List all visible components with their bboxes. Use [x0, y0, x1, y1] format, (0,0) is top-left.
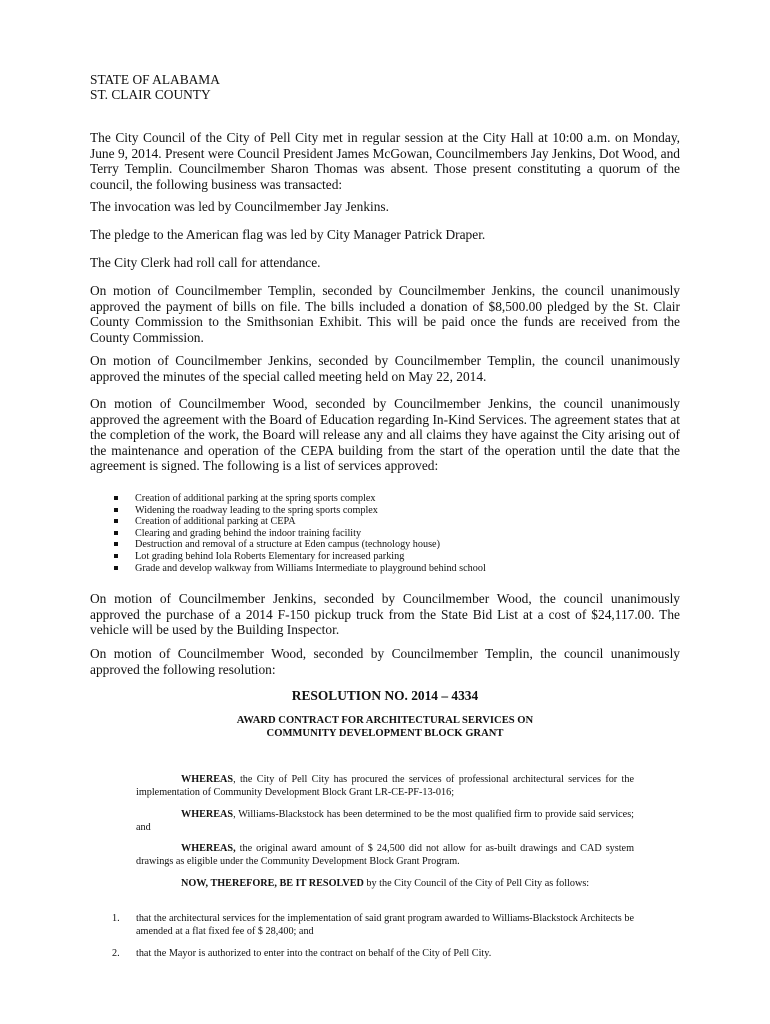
intro-paragraph: The City Council of the City of Pell City met in regular session at the City Hall at 10:00 a.m. on Monday, June 9, 2014. Present were Council President James McGowan, Councilmembers Jay Jenkins, Dot Wood, and Terry Templin. Councilmember Sharon Thomas was absent. Those present constituting a quorum of the council, the following business was transacted: — [90, 130, 680, 192]
list-item: Lot grading behind Iola Roberts Elementary for increased parking — [110, 551, 670, 563]
bullet-icon — [114, 496, 118, 500]
document-heading — [90, 72, 680, 102]
bills-paragraph: On motion of Councilmember Templin, seconded by Councilmember Jenkins, the council unanimously approved the payment of bills on file. The bills included a donation of $8,500.00 pledged by the St. Clair County Commission to the Smithsonian Exhibit. This will be paid once the funds are received from the County Commission. — [90, 283, 680, 345]
list-item: Grade and develop walkway from Williams Intermediate to playground behind school — [110, 563, 670, 575]
bullet-icon — [114, 566, 118, 570]
state-line: STATE OF ALABAMA — [90, 72, 220, 87]
resolved-clause: NOW, THEREFORE, BE IT RESOLVED by the City Council of the City of Pell City as follows: — [181, 878, 590, 889]
county-line: ST. CLAIR COUNTY — [90, 87, 211, 102]
resolution-item-2: 2. that the Mayor is authorized to enter into the contract on behalf of the City of Pell City. — [112, 948, 492, 959]
list-item: Widening the roadway leading to the spring sports complex — [110, 505, 670, 517]
resolution-number: RESOLUTION NO. 2014 – 4334 — [291, 688, 479, 703]
bullet-icon — [114, 531, 118, 535]
roll-call-paragraph: The City Clerk had roll call for attendance. — [90, 255, 321, 270]
whereas-clause-3: WHEREAS, the original award amount of $ 24,500 did not allow for as-built drawings and CAD system drawings as eligible under the Community Development Block Grant Program. — [136, 843, 634, 867]
truck-paragraph: On motion of Councilmember Jenkins, seconded by Councilmember Wood, the council unanimously approved the purchase of a 2014 F-150 pickup truck from the State Bid List at a cost of $24,117.00. The vehicle will be used by the Building Inspector. — [90, 591, 680, 638]
whereas-clause-2: WHEREAS, Williams-Blackstock has been determined to be the most qualified firm to provide said services; and — [136, 809, 634, 833]
invocation-paragraph: The invocation was led by Councilmember Jay Jenkins. — [90, 199, 389, 214]
resolution-item-1: 1. that the architectural services for the implementation of said grant program awarded to Williams-Blackstock Architects be amended at a flat fixed fee of $ 28,400; and — [112, 913, 634, 937]
pledge-paragraph: The pledge to the American flag was led by City Manager Patrick Draper. — [90, 227, 486, 242]
list-item: Creation of additional parking at the spring sports complex — [110, 493, 670, 505]
resolution-motion-paragraph: On motion of Councilmember Wood, seconded by Councilmember Templin, the council unanimously approved the following resolution: — [90, 646, 680, 677]
bullet-icon — [114, 519, 118, 523]
agreement-paragraph: On motion of Councilmember Wood, seconded by Councilmember Jenkins, the council unanimously approved the agreement with the Board of Education regarding In-Kind Services. The agreement states that at the completion of the work, the Board will release any and all claims they have against the City arising out of the maintenance and operation of the CEPA building from the start of the operation until the date that the agreement is signed. The following is a list of services approved: — [90, 396, 680, 474]
bullet-icon — [114, 508, 118, 512]
bullet-icon — [114, 554, 118, 558]
list-item: Creation of additional parking at CEPA — [110, 516, 670, 528]
bullet-icon — [114, 542, 118, 546]
resolution-title: AWARD CONTRACT FOR ARCHITECTURAL SERVICES ON COMMUNITY DEVELOPMENT BLOCK GRANT — [236, 715, 534, 739]
list-item: Destruction and removal of a structure at Eden campus (technology house) — [110, 539, 670, 551]
services-list — [110, 493, 670, 574]
whereas-clause-1: WHEREAS, the City of Pell City has procured the services of professional architectural services for the implementation of Community Development Block Grant LR-CE-PF-13-016; — [136, 774, 634, 798]
minutes-paragraph: On motion of Councilmember Jenkins, seconded by Councilmember Templin, the council unanimously approved the minutes of the special called meeting held on May 22, 2014. — [90, 353, 680, 384]
list-item: Clearing and grading behind the indoor training facility — [110, 528, 670, 540]
